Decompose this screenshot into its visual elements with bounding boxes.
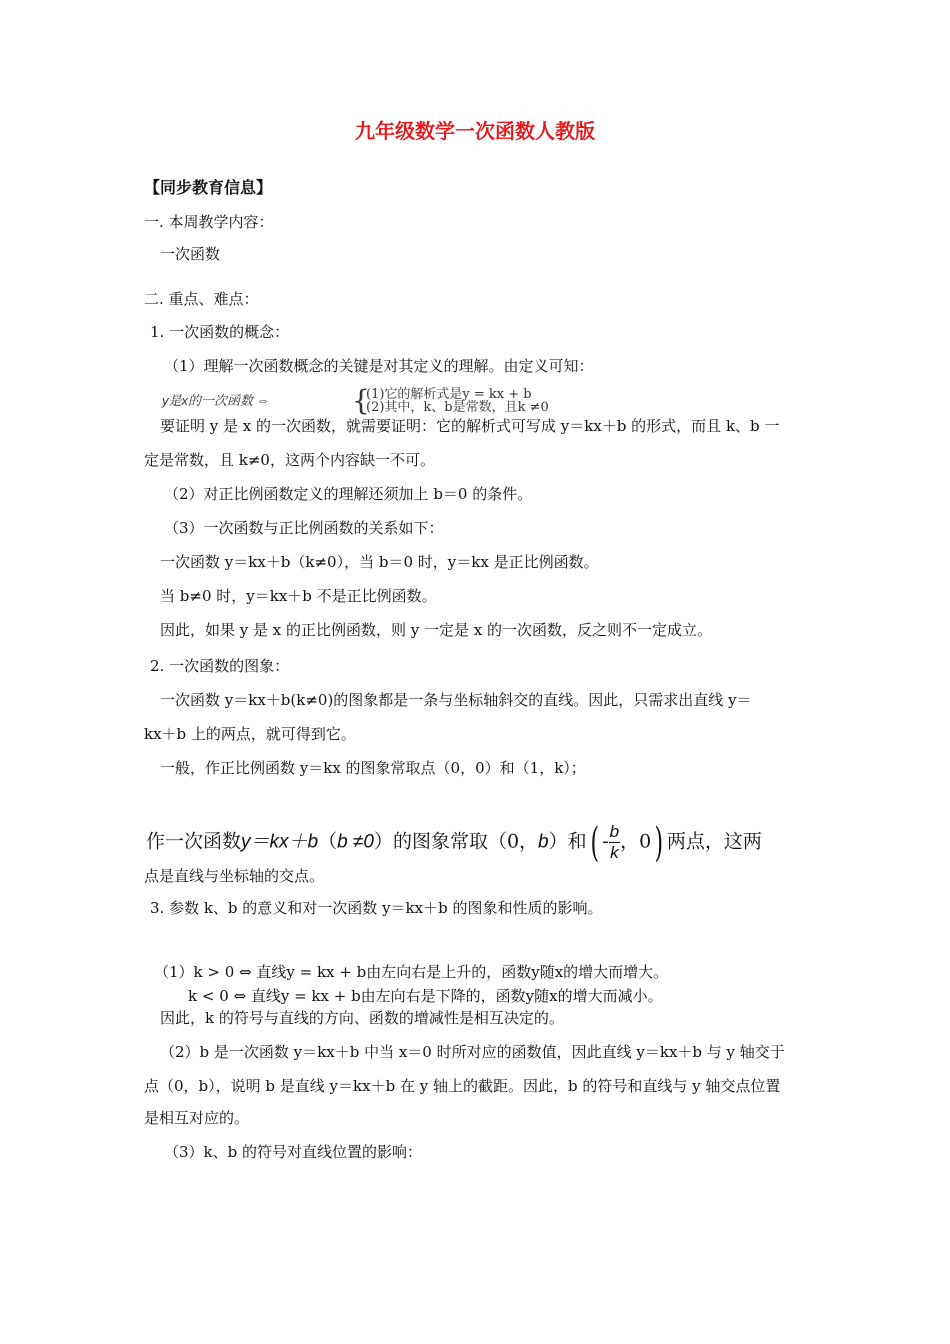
graph-line-4-text-a: ）的图象常取（0，	[373, 830, 539, 853]
system-line-1: (1)它的解析式是y = kx + b	[366, 387, 532, 402]
prove-line-1: 要证明 y 是 x 的一次函数，就需要证明：它的解析式可写成 y＝kx＋b 的形式，而且 k、b 一	[160, 417, 780, 435]
b-meaning-line-3: 是相互对应的。	[144, 1109, 250, 1127]
relation-line-1: 一次函数 y＝kx＋b（k≠0），当 b＝0 时，y＝kx 是正比例函数。	[160, 553, 599, 571]
graph-line-4-b: b	[538, 831, 549, 853]
fraction-numerator: b	[609, 822, 620, 841]
point-3-3: （3）k、b 的符号对直线位置的影响：	[164, 1143, 423, 1161]
right-paren-symbol: )	[654, 819, 664, 866]
fraction-minus: -	[602, 830, 609, 853]
relation-line-3: 因此，如果 y 是 x 的正比例函数，则 y 一定是 x 的一次函数，反之则不一定成立。	[160, 621, 713, 639]
section-heading: 【同步教育信息】	[144, 178, 273, 197]
b-meaning-line-2: 点（0，b），说明 b 是直线 y＝kx＋b 在 y 轴上的截距。因此，b 的符号和直线与 y 轴交点位置	[144, 1077, 781, 1095]
graph-line-4-prefix: 作一次函数	[146, 830, 242, 853]
section-2-heading: 二. 重点、难点：	[144, 290, 259, 308]
graph-line-4-text-b: ）和	[548, 830, 587, 853]
section-1-heading: 一. 本周教学内容：	[144, 213, 274, 231]
relation-line-2: 当 b≠0 时，y＝kx＋b 不是正比例函数。	[160, 587, 437, 605]
point-2-title: 2. 一次函数的图象：	[150, 657, 290, 675]
point-1-1: （1）理解一次函数概念的关键是对其定义的理解。由定义可知：	[164, 357, 594, 375]
graph-line-4-paren-open: （	[318, 830, 338, 853]
brace-symbol: {	[352, 384, 370, 417]
point-1-2: （2）对正比例函数定义的理解还须加上 b＝0 的条件。	[164, 485, 533, 503]
point-1-3: （3）一次函数与正比例函数的关系如下：	[164, 519, 444, 537]
k-conclusion: 因此，k 的符号与直线的方向、函数的增减性是相互决定的。	[160, 1009, 564, 1027]
point-3-title: 3. 参数 k、b 的意义和对一次函数 y＝kx＋b 的图象和性质的影响。	[150, 899, 603, 917]
graph-line-4-suffix: 两点，这两	[666, 830, 762, 853]
left-paren-symbol: (	[590, 819, 599, 866]
system-label: y是x的一次函数 ⇔	[162, 393, 270, 408]
fraction-b-over-k	[609, 822, 620, 863]
graph-line-4-equation: y＝kx＋b	[241, 831, 319, 853]
graph-line-5: 点是直线与坐标轴的交点。	[144, 867, 325, 885]
k-positive-line: （1）k > 0 ⇔ 直线y = kx + b由左向右是上升的，函数y随x的增大而增大。	[154, 963, 669, 981]
graph-line-4-condition: b ≠0	[337, 831, 374, 853]
prove-line-2: 定是常数，且 k≠0，这两个内容缺一不可。	[144, 451, 435, 469]
fraction-denominator: k	[610, 843, 619, 862]
graph-line-3: 一般，作正比例函数 y＝kx 的图象常取点（0，0）和（1，k）；	[160, 759, 586, 777]
section-1-item: 一次函数	[160, 245, 221, 263]
graph-line-4	[146, 819, 762, 866]
point-zero: ，0	[620, 830, 652, 853]
document-title: 九年级数学一次函数人教版	[355, 119, 595, 143]
graph-line-1: 一次函数 y＝kx＋b(k≠0)的图象都是一条与坐标轴斜交的直线。因此，只需求出直线 y＝	[160, 691, 752, 709]
graph-line-2: kx＋b 上的两点，就可得到它。	[144, 725, 356, 743]
system-line-2: (2)其中，k、b是常数，且k ≠0	[366, 400, 549, 415]
k-negative-line: k < 0 ⇔ 直线y = kx + b由左向右是下降的，函数y随x的增大而减小。	[188, 987, 663, 1005]
b-meaning-line-1: （2）b 是一次函数 y＝kx＋b 中当 x＝0 时所对应的函数值，因此直线 y＝kx＋b 与 y 轴交于	[160, 1043, 785, 1061]
point-1-title: 1. 一次函数的概念：	[150, 323, 290, 341]
definition-system	[160, 384, 680, 417]
